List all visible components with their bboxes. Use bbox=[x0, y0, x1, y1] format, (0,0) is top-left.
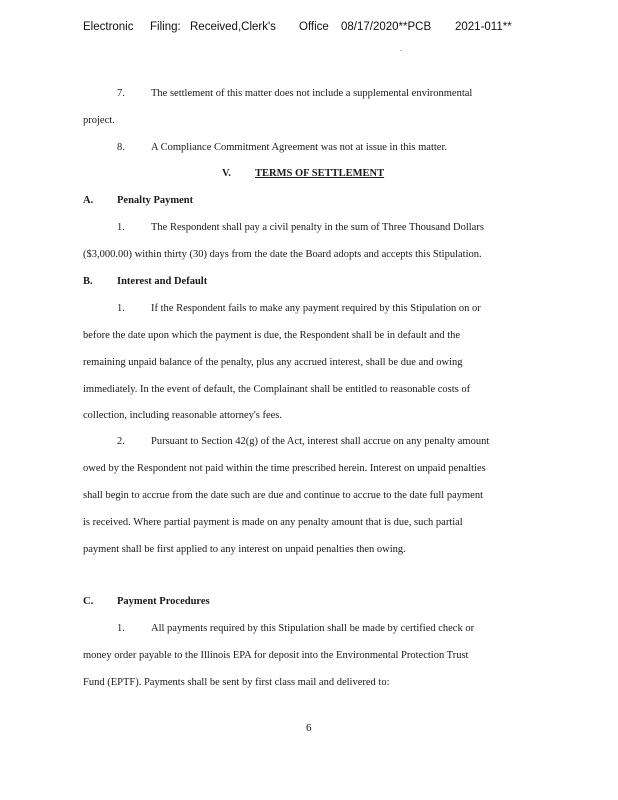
item-8-number: 8. bbox=[117, 142, 125, 153]
header-mark: . bbox=[400, 44, 402, 53]
section-b-p2-line: payment shall be first applied to any interest on unpaid penalties then owing. bbox=[83, 544, 406, 555]
header-case: 2021-011** bbox=[455, 21, 512, 33]
item-7-text-line1: The settlement of this matter does not include a supplemental environmental bbox=[151, 88, 473, 99]
section-v-number: V. bbox=[222, 168, 231, 179]
section-c-p1-line: Fund (EPTF). Payments shall be sent by first class mail and delivered to: bbox=[83, 677, 390, 688]
item-7-text-line2: project. bbox=[83, 115, 115, 126]
section-a-p1-line1: The Respondent shall pay a civil penalty in the sum of Three Thousand Dollars bbox=[151, 222, 484, 233]
section-a-letter: A. bbox=[83, 195, 94, 206]
section-b-p2-number: 2. bbox=[117, 436, 125, 447]
section-c-title: Payment Procedures bbox=[117, 596, 210, 607]
section-b-title: Interest and Default bbox=[117, 276, 208, 287]
section-b-p1-line: collection, including reasonable attorney's fees. bbox=[83, 410, 282, 421]
header-filing: Filing: bbox=[150, 21, 181, 33]
section-b-p2-line: owed by the Respondent not paid within the time prescribed herein. Interest on unpaid penalties bbox=[83, 463, 486, 474]
section-b-p2-line: Pursuant to Section 42(g) of the Act, interest shall accrue on any penalty amount bbox=[151, 436, 490, 447]
header-received: Received,Clerk's bbox=[190, 21, 276, 33]
page-number: 6 bbox=[306, 722, 312, 734]
section-a-title: Penalty Payment bbox=[117, 195, 194, 206]
section-c-p1-line: money order payable to the Illinois EPA for deposit into the Environmental Protection Trust bbox=[83, 650, 469, 661]
section-b-p1-line: before the date upon which the payment is due, the Respondent shall be in default and the bbox=[83, 330, 461, 341]
section-a-p1-number: 1. bbox=[117, 222, 125, 233]
section-c-p1-line: All payments required by this Stipulation shall be made by certified check or bbox=[151, 623, 475, 634]
header-electronic: Electronic bbox=[83, 21, 134, 33]
section-c-p1-number: 1. bbox=[117, 623, 125, 634]
section-b-letter: B. bbox=[83, 276, 93, 287]
section-b-p1-line: If the Respondent fails to make any payment required by this Stipulation on or bbox=[151, 303, 481, 314]
header-date: 08/17/2020**PCB bbox=[341, 21, 432, 33]
section-b-p2-line: shall begin to accrue from the date such are due and continue to accrue to the date full payment bbox=[83, 490, 484, 501]
item-8-text: A Compliance Commitment Agreement was not at issue in this matter. bbox=[151, 142, 447, 153]
section-b-p1-line: immediately. In the event of default, the Complainant shall be entitled to reasonable costs of bbox=[83, 384, 471, 395]
section-a-p1-line2: ($3,000.00) within thirty (30) days from the date the Board adopts and accepts this Stipulation. bbox=[83, 249, 482, 260]
section-b-p1-number: 1. bbox=[117, 303, 125, 314]
section-c-letter: C. bbox=[83, 596, 94, 607]
header-office: Office bbox=[299, 21, 329, 33]
section-b-p1-line: remaining unpaid balance of the penalty, plus any accrued interest, shall be due and owing bbox=[83, 357, 463, 368]
section-v-title: TERMS OF SETTLEMENT bbox=[255, 168, 385, 179]
section-b-p2-line: is received. Where partial payment is made on any penalty amount that is due, such partial bbox=[83, 517, 463, 528]
item-7-number: 7. bbox=[117, 88, 125, 99]
